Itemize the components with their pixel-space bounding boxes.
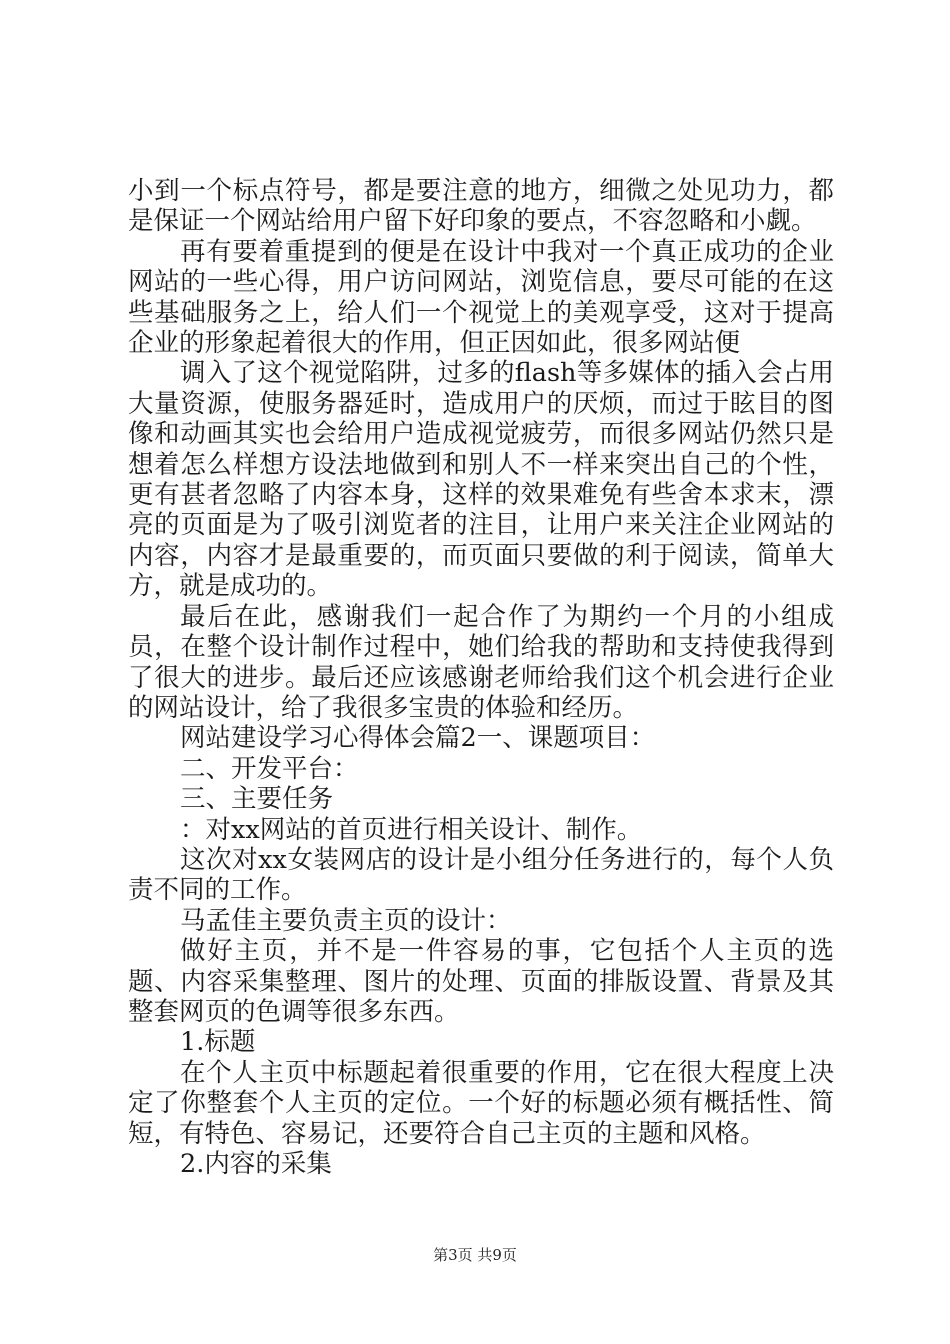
paragraph: 做好主页，并不是一件容易的事，它包括个人主页的选题、内容采集整理、图片的处理、页面的排版设置、背景及其整套网页的色调等很多东西。 — [128, 936, 834, 1027]
paragraph: 网站建设学习心得体会篇2一、课题项目： — [180, 723, 656, 754]
paragraph: 马孟佳主要负责主页的设计： — [180, 905, 512, 936]
paragraph: 在个人主页中标题起着很重要的作用，它在很大程度上决定了你整套个人主页的定位。一个好的标题必须有概括性、简短，有特色、容易记，还要符合自己主页的主题和风格。 — [128, 1057, 834, 1149]
document-body — [128, 176, 834, 1179]
paragraph: 1.标题 — [180, 1027, 256, 1058]
paragraph: 2.内容的采集 — [180, 1149, 332, 1179]
paragraph: 再有要着重提到的便是在设计中我对一个真正成功的企业网站的一些心得，用户访问网站，浏览信息，要尽可能的在这些基础服务之上，给人们一个视觉上的美观享受，这对于提高企业的形象起着很大的作用，但正因如此，很多网站便 — [128, 236, 834, 359]
paragraph: 最后在此，感谢我们一起合作了为期约一个月的小组成员，在整个设计制作过程中，她们给我的帮助和支持使我得到了很大的进步。最后还应该感谢老师给我们这个机会进行企业的网站设计，给了我很多宝贵的体验和经历。 — [128, 601, 834, 723]
paragraph: 三、主要任务 — [180, 784, 334, 815]
paragraph: 这次对xx女装网店的设计是小组分任务进行的，每个人负责不同的工作。 — [128, 844, 834, 906]
paragraph: 调入了这个视觉陷阱，过多的flash等多媒体的插入会占用大量资源，使服务器延时，造成用户的厌烦，而过于眩目的图像和动画其实也会给用户造成视觉疲劳，而很多网站仍然只是想着怎么样想方设法地做到和别人不一样来突出自己的个性，更有甚者忽略了内容本身，这样的效果难免有些舍本求末，漂亮的页面是为了吸引浏览者的注目，让用户来关注企业网站的内容，内容才是最重要的，而页面只要做的利于阅读，简单大方，就是成功的。 — [128, 358, 834, 602]
paragraph: ：对xx网站的首页进行相关设计、制作。 — [180, 814, 643, 845]
paragraph: 小到一个标点符号，都是要注意的地方，细微之处见功力，都是保证一个网站给用户留下好印象的要点，不容忽略和小觑。 — [128, 176, 834, 237]
paragraph: 二、开发平台： — [180, 753, 359, 784]
page-number-footer: 第3页 共9页 — [433, 1246, 517, 1264]
